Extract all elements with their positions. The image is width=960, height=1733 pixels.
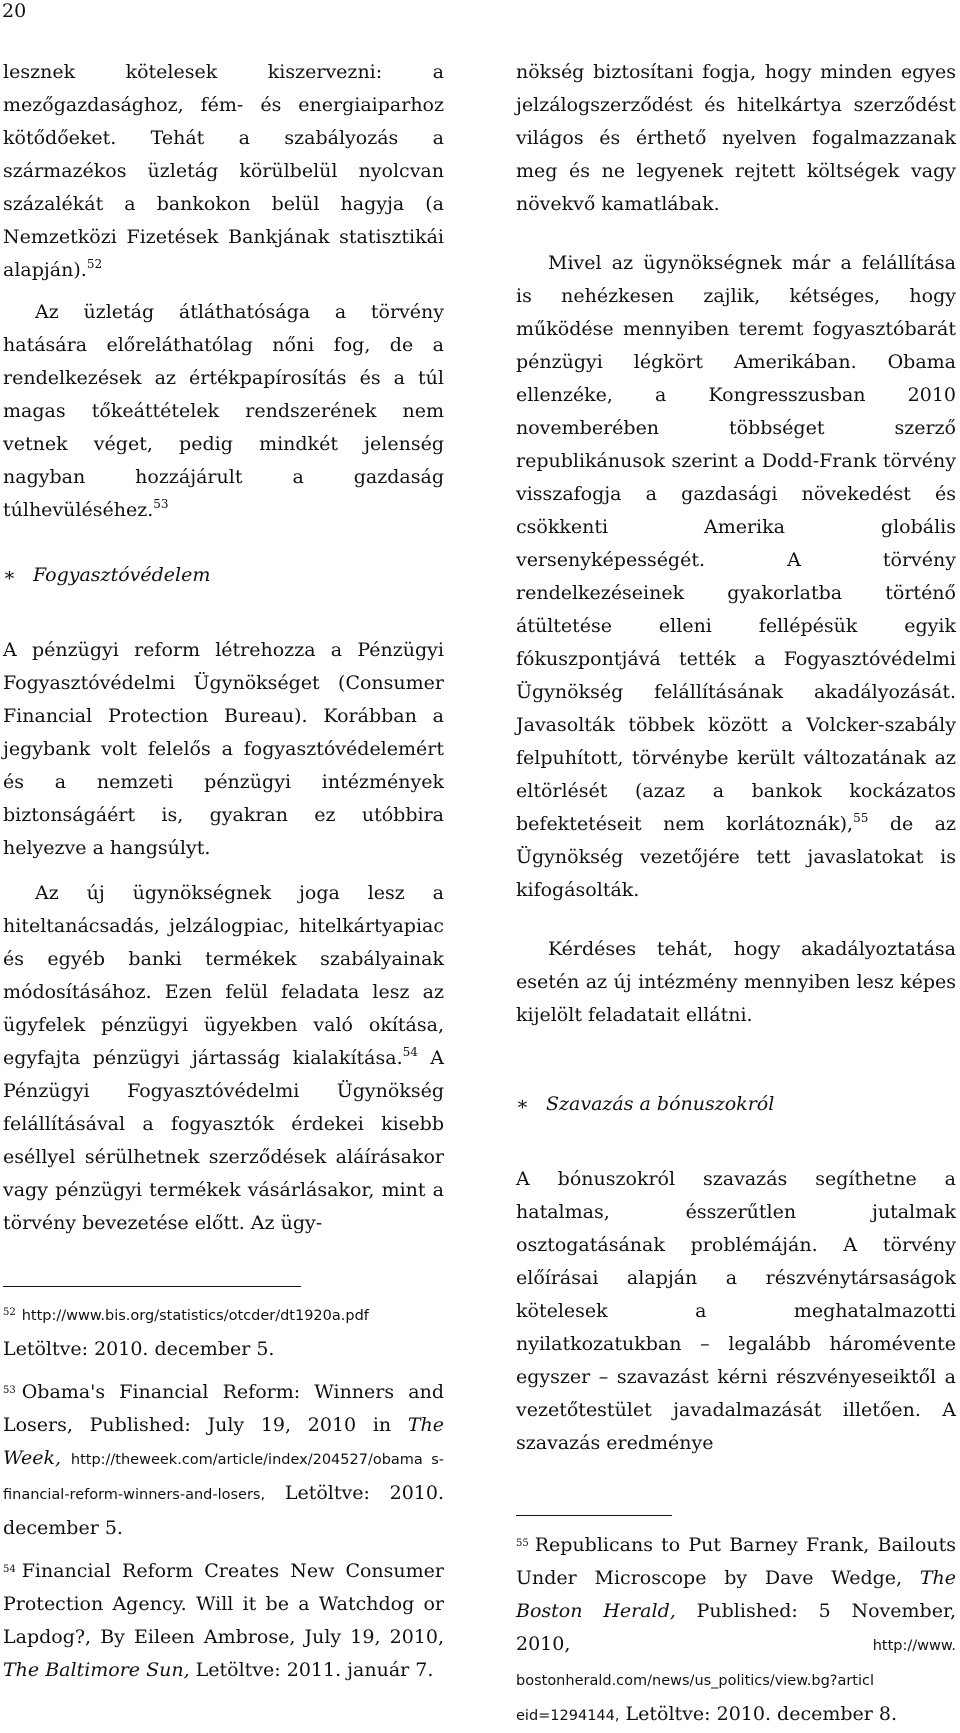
section-heading: ∗ Fogyasztóvédelem xyxy=(3,559,444,592)
footnote-ref: 53 xyxy=(153,497,169,511)
footnote: $^{52}$ http://www.bis.org/statistics/otcder/dt1920a.pdf Letöltve: 2010. december 5. xyxy=(3,1307,369,1360)
paragraph: A bónuszokról szavazás segíthetne a hatalmas, ésszerűtlen jutalmak osztogatásának problémáján. A törvény előírásai alapján a részvénytársaságok kötelesek a meghatalmazotti nyilatkozatukban – legalább háromévente egyszer – szavazást kérni részvényeseiktől a vezetőtestület javadalmazását illetően. A szavazás eredménye xyxy=(516,1168,956,1454)
section-heading: ∗ Szavazás a bónuszokról xyxy=(516,1088,956,1121)
page-number: 20 xyxy=(2,0,27,22)
footnote-ref: 54 xyxy=(402,1045,418,1059)
paragraph: Kérdéses tehát, hogy akadályoztatása esetén az új intézmény mennyiben lesz képes kijelölt feladatait ellátni. xyxy=(516,938,956,1026)
paragraph: lesznek kötelesek kiszervezni: a mezőgazdasághoz, fém- és energiaiparhoz kötődőeket. Tehát a szabályozás a származékos üzletág körülbelül nyolcvan százalékát a bankokon belül hagyja (a Nemzetközi Fizetések Bankjának statisztikái alapján).$^{52}$ xyxy=(3,61,444,281)
paragraph: Az üzletág átláthatósága a törvény hatására előreláthatólag nőni fog, de a rendelkezések az értékpapírosítás és a túl magas tőkeáttételek rendszerének nem vetnek véget, pedig mindkét jelenség nagyban hozzájárult a gazdaság túlhevüléséhez.$^{53}$ xyxy=(3,301,444,521)
footnote: $^{53}$ Obama's Financial Reform: Winners and Losers, Published: July 19, 2010 in The Week, http://theweek.com/article/index/204527/obama s-financial-reform-winners-and-losers, Letöltve: 2010. december 5. xyxy=(3,1381,444,1539)
asterisk-icon: ∗ xyxy=(516,1093,529,1115)
paragraph: A pénzügyi reform létrehozza a Pénzügyi Fogyasztóvédelmi Ügynökséget (Consumer Financial Protection Bureau). Korábban a jegybank volt felelős a fogyasztóvédelemért és a nemzeti pénzügyi intézmények biztonságáért is, gyakran ez utóbbira helyezve a hangsúlyt. xyxy=(3,639,444,859)
footnote-divider xyxy=(3,1286,301,1287)
paragraph: nökség biztosítani fogja, hogy minden egyes jelzálogszerződést és hitelkártya szerződést világos és érthető nyelven fogalmazzanak meg és ne legyenek rejtett költségek vagy növekvő kamatlábak. xyxy=(516,61,956,215)
footnote: $^{54}$ Financial Reform Creates New Consumer Protection Agency. Will it be a Watchdog or Lapdog?, By Eileen Ambrose, July 19, 2010, The Baltimore Sun, Letöltve: 2011. január 7. xyxy=(3,1560,444,1681)
footnote-link[interactable]: http://www. bostonherald.com/news/us_politics/view.bg?articl eid=1294144, xyxy=(516,1638,956,1724)
footnote-link[interactable]: http://theweek.com/article/index/204527/obama s-financial-reform-winners-and-losers, xyxy=(3,1452,444,1503)
footnote: $^{55}$ Republicans to Put Barney Frank, Bailouts Under Microscope by Dave Wedge, The Boston Herald, Published: 5 November, 2010, http://www. bostonherald.com/news/us_politics/view.bg?articl eid=1294144, Letöltve: 2010. december 8. xyxy=(516,1534,956,1725)
footnote-ref: 55 xyxy=(853,811,869,825)
footnote-link[interactable]: http://www.bis.org/statistics/otcder/dt1920a.pdf xyxy=(21,1308,369,1324)
asterisk-icon: ∗ xyxy=(3,564,16,586)
right-column xyxy=(516,56,956,1733)
paragraph: Az új ügynökségnek joga lesz a hiteltanácsadás, jelzálogpiac, hitelkártyapiac és egyéb banki termékek szabályainak módosításához. Ezen felül feladata lesz az ügyfelek pénzügyi ügyekben való okítása, egyfajta pénzügyi jártasság kialakítása.$^{54}$ A Pénzügyi Fogyasztóvédelmi Ügynökség felállításával a fogyasztók érdekei kisebb eséllyel sérülhetnek szerződések aláírásakor vagy pénzügyi termékek vásárlásakor, mint a törvény bevezetése előtt. Az ügy- xyxy=(3,882,444,1234)
footnote-divider xyxy=(516,1515,672,1516)
left-column xyxy=(3,56,444,1687)
paragraph: Mivel az ügynökségnek már a felállítása is nehézkesen zajlik, kétséges, hogy működése mennyiben teremt fogyasztóbarát pénzügyi légkört Amerikában. Obama ellenzéke, a Kongresszusban 2010 novemberében többséget szerző republikánusok szerint a Dodd-Frank törvény visszafogja a gazdasági növekedést és csökkenti Amerika globális versenyképességét. A törvény rendelkezéseinek gyakorlatba történő átültetése elleni fellépésük egyik fókuszpontjává tették a Fogyasztóvédelmi Ügynökség felállításának akadályozását. Javasolták többek között a Volcker-szabály felpuhított, törvénybe került változatának az eltörlését (azaz a bankok kockázatos befektetéseit nem korlátoznák),$^{55}$ de az Ügynökség vezetőjére tett javaslatokat is kifogásolták. xyxy=(516,252,956,901)
footnote-ref: 52 xyxy=(86,257,103,271)
